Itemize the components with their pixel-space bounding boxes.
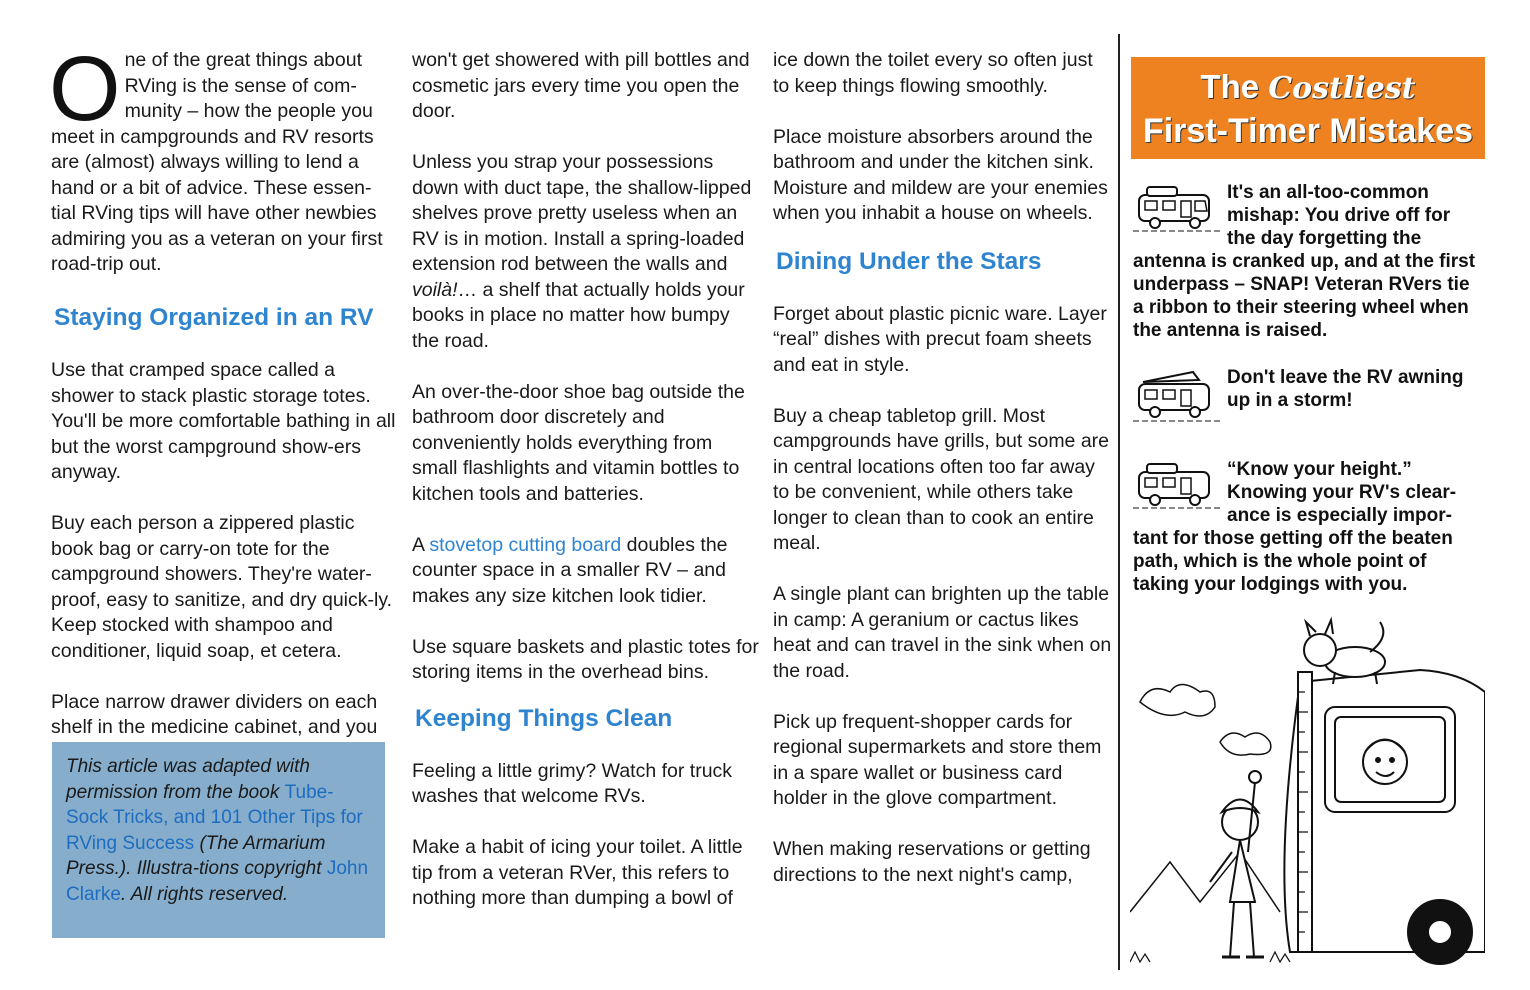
paragraph: When making reservations or getting directions to the next night's camp, [773, 838, 1091, 886]
intro-paragraph: One of the great things about RVing is the sense of com-munity – how the people you meet in campgrounds and RV resorts are (almost) always willing to lend a hand or a bit of advice. These essen-tial RVing tips will have other newbies admiring you as a veteran on your first road-trip out. [49, 38, 383, 275]
paragraph: Make a habit of icing your toilet. A little tip from a veteran RVer, this refers to nothing more than dumping a bowl of [412, 836, 743, 909]
paragraph: An over-the-door shoe bag outside the bathroom door discretely and conveniently holds everything from small flashlights and vitamin bottles to kitchen tools and batteries. [412, 380, 745, 505]
paragraph: Use square baskets and plastic totes for storing items in the overhead bins. [412, 635, 759, 683]
sidebar-title: The Costliest First-Timer Mistakes [1131, 57, 1485, 159]
drop-cap: O [49, 38, 121, 140]
rv-icon [1133, 458, 1223, 512]
paragraph: Place moisture absorbers around the bathroom and under the kitchen sink. Moisture and mildew are your enemies when you inhabit a house on wheels. [773, 125, 1108, 224]
column-1 [49, 38, 396, 766]
paragraph: Forget about plastic picnic ware. Layer “real” dishes with precut foam sheets and eat in style. [773, 302, 1107, 376]
paragraph: Feeling a little grimy? Watch for truck washes that welcome RVs. [412, 759, 733, 807]
column-divider [1118, 34, 1120, 970]
stovetop-cutting-board-link[interactable]: stovetop cutting board [429, 533, 622, 556]
sidebar-tip: Don't leave the RV awning up in a storm! [1133, 366, 1483, 426]
rv-icon [1133, 366, 1223, 426]
sidebar-tip: “Know your height.” Knowing your RV's clear-ance is especially impor-tant for those getting off the beaten path, which is the whole point of taking your lodgings with you. [1133, 459, 1457, 595]
paragraph: A stovetop cutting board doubles the counter space in a smaller RV – and makes any size kitchen look tidier. [412, 533, 728, 607]
cartoon-illustration [1130, 612, 1485, 982]
paragraph: Pick up frequent-shopper cards for regional supermarkets and store them in a spare wallet or business card holder in the glove compartment. [773, 710, 1102, 809]
paragraph: Place narrow drawer dividers on each shelf in the medicine cabinet, and you [51, 690, 378, 738]
heading-staying-organized: Staying Organized in an RV [54, 304, 374, 331]
paragraph: Buy each person a zippered plastic book bag or carry-on tote for the campground showers. They're water-proof, easy to sanitize, and dry quick-ly. Keep stocked with shampoo and conditioner, liquid soap, et cetera. [51, 512, 393, 662]
illustrator-link[interactable]: John Clarke [66, 858, 369, 905]
paragraph: Buy a cheap tabletop grill. Most campgrounds have grills, but some are in central locations often too far away to be convenient, while others take longer to clean than to cook an entire meal. [773, 404, 1110, 554]
paragraph: Use that cramped space called a shower to stack plastic storage totes. You'll be more comfortable bathing in all but the worst campground show-ers anyway. [51, 359, 396, 483]
column-3 [773, 48, 1113, 914]
book-title-link[interactable]: Tube-Sock Tricks, and 101 Other Tips for RVing Success [66, 781, 363, 854]
heading-dining-under-stars: Dining Under the Stars [776, 247, 1042, 275]
paragraph: A single plant can brighten up the table in camp: A geranium or cactus likes heat and can travel in the sink when on the road. [773, 583, 1112, 682]
rv-icon [1133, 181, 1223, 235]
heading-keeping-clean: Keeping Things Clean [415, 704, 673, 732]
credit-box: This article was adapted with permission from the book Tube-Sock Tricks, and 101 Other Tips for RVing Success (The Armarium Press.). Illustra-tions copyright John Clarke. All rights reserved. [52, 742, 385, 938]
column-2 [412, 48, 762, 937]
paragraph: won't get showered with pill bottles and cosmetic jars every time you open the door. [412, 49, 750, 122]
paragraph: ice down the toilet every so often just to keep things flowing smoothly. [773, 49, 1093, 97]
paragraph: Unless you strap your possessions down with duct tape, the shallow-lipped shelves prove pretty useless when an RV is in motion. Install a spring-loaded extension rod between the walls and voilà!… a shelf that actually holds your books in place no matter how bumpy the road. [412, 151, 752, 352]
sidebar-tip: It's an all-too-common mishap: You drive off for the day forgetting the antenna is cranked up, and at the first underpass – SNAP! Veteran RVers tie a ribbon to their steering wheel when the antenna is raised. [1133, 182, 1476, 341]
